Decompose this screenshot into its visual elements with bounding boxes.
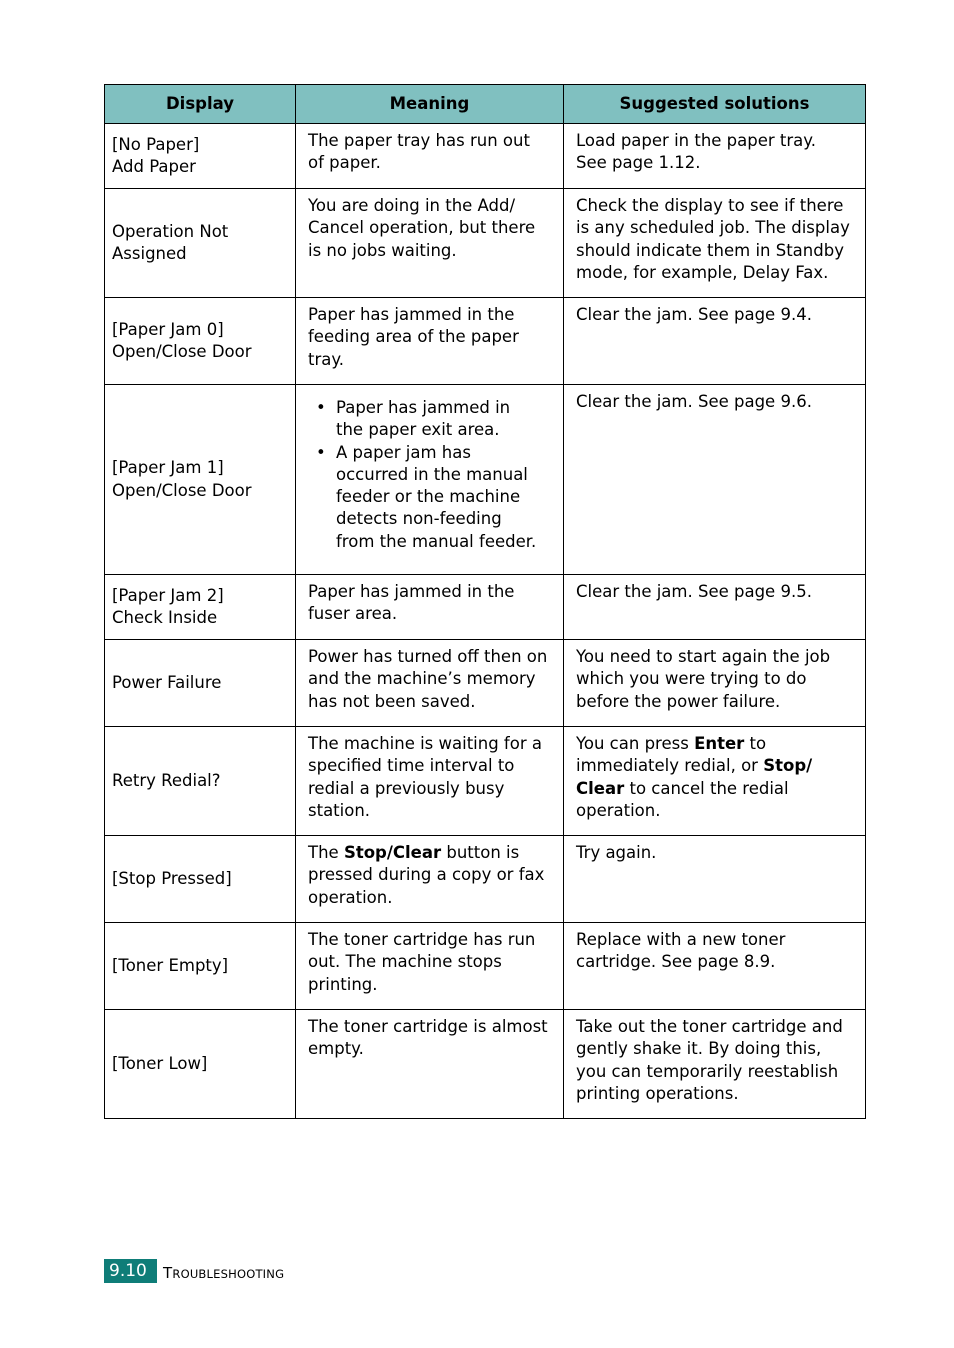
meaning-text: Paper has jammed in the: [308, 305, 515, 324]
meaning-text: out. The machine stops: [308, 952, 502, 972]
solution-text-part: to cancel the redial: [624, 778, 789, 798]
meaning-text: has not been saved.: [308, 691, 476, 711]
display-cell: [105, 575, 296, 640]
bullet-item: [336, 397, 555, 442]
display-text: [Stop Pressed]: [112, 868, 232, 888]
solution-text: Replace with a new toner: [576, 930, 786, 949]
meaning-cell: [296, 640, 564, 727]
solution-text: you can temporarily reestablish: [576, 1061, 839, 1081]
meaning-text: The toner cartridge is almost: [308, 1017, 548, 1036]
troubleshooting-table: [104, 84, 866, 1119]
meaning-text: printing.: [308, 974, 378, 994]
display-cell: [105, 836, 296, 923]
solution-text: Clear the jam. See page 9.5.: [576, 582, 812, 601]
display-text: [Toner Low]: [112, 1053, 208, 1073]
bullet-item: [336, 442, 555, 553]
stop-clear-key-label: Stop/Clear: [343, 843, 442, 862]
solution-text: which you were trying to do: [576, 669, 807, 689]
solution-cell: [564, 727, 866, 836]
solution-text: Load paper in the paper tray.: [576, 131, 816, 150]
table-row: [105, 727, 866, 836]
meaning-text: operation.: [308, 887, 393, 907]
section-title: [163, 1257, 284, 1286]
display-cell: [105, 640, 296, 727]
solution-text: Clear the jam. See page 9.4.: [576, 305, 812, 324]
meaning-bullet-list: [308, 397, 555, 553]
meaning-text: occurred in the manual: [336, 464, 528, 484]
table-row: [105, 298, 866, 385]
meaning-text: and the machine’s memory: [308, 669, 536, 689]
section-title-rest: ROUBLESHOOTING: [172, 1266, 285, 1281]
clear-key-label: Clear: [576, 778, 625, 798]
meaning-text: [308, 842, 555, 864]
enter-key-label: Enter: [694, 734, 745, 753]
display-text: Open/Close Door: [112, 480, 252, 500]
display-text: [Paper Jam 2]: [112, 585, 224, 605]
meaning-text: specified time interval to: [308, 756, 515, 776]
solution-cell: [564, 385, 866, 575]
header-meaning: Meaning: [296, 85, 564, 124]
meaning-text: You are doing in the Add/: [308, 196, 516, 215]
meaning-text: station.: [308, 800, 371, 820]
solution-text: cartridge. See page 8.9.: [576, 952, 776, 972]
meaning-text: feeder or the machine: [336, 487, 521, 507]
meaning-text: Power has turned off then on: [308, 647, 548, 666]
solution-cell: [564, 640, 866, 727]
solution-text: operation.: [576, 800, 661, 820]
meaning-text: Paper has jammed in the: [308, 582, 515, 601]
solution-cell: [564, 1010, 866, 1119]
display-text: Check Inside: [112, 608, 218, 627]
solution-text: Check the display to see if there: [576, 196, 844, 215]
display-text: [Paper Jam 0]: [112, 319, 224, 339]
solution-text: printing operations.: [576, 1083, 739, 1103]
display-text: Retry Redial?: [112, 770, 221, 790]
display-text: [Paper Jam 1]: [112, 458, 224, 478]
solution-text: mode, for example, Delay Fax.: [576, 262, 829, 282]
table-row: [105, 640, 866, 727]
table-header-row: [105, 85, 866, 124]
solution-text: Try again.: [576, 843, 657, 862]
meaning-cell: [296, 1010, 564, 1119]
solution-cell: [564, 923, 866, 1010]
meaning-cell: [296, 923, 564, 1010]
display-text: Assigned: [112, 244, 187, 263]
display-cell: [105, 1010, 296, 1119]
table-row: [105, 575, 866, 640]
table-row: [105, 1010, 866, 1119]
display-cell: [105, 727, 296, 836]
display-cell: [105, 189, 296, 298]
meaning-text: redial a previously busy: [308, 778, 505, 798]
meaning-text: • A paper jam has: [336, 442, 471, 462]
solution-text: before the power failure.: [576, 691, 781, 711]
meaning-cell: [296, 189, 564, 298]
meaning-text: from the manual feeder.: [336, 531, 537, 551]
solution-text: [576, 778, 857, 800]
meaning-text-part: button is: [441, 843, 520, 862]
display-text: Operation Not: [112, 221, 229, 241]
header-suggested-solutions: Suggested solutions: [564, 85, 866, 124]
header-display: Display: [105, 85, 296, 124]
display-text: Open/Close Door: [112, 342, 252, 361]
meaning-cell: [296, 124, 564, 189]
meaning-cell: [296, 727, 564, 836]
meaning-cell: [296, 575, 564, 640]
meaning-text: fuser area.: [308, 604, 398, 624]
solution-cell: [564, 298, 866, 385]
display-cell: [105, 298, 296, 385]
solution-text: You need to start again the job: [576, 647, 831, 666]
solution-text-part: immediately redial, or: [576, 756, 764, 776]
meaning-text: feeding area of the paper: [308, 327, 519, 347]
meaning-text: Cancel operation, but there: [308, 218, 536, 238]
solution-cell: [564, 124, 866, 189]
display-text: [No Paper]: [112, 134, 200, 154]
table-row: [105, 836, 866, 923]
meaning-text-part: The: [308, 843, 344, 862]
meaning-text: the paper exit area.: [336, 420, 500, 440]
display-text: [Toner Empty]: [112, 955, 229, 975]
meaning-text: empty.: [308, 1039, 364, 1059]
solution-text: [576, 733, 857, 755]
section-title-initial: T: [163, 1263, 173, 1282]
solution-cell: [564, 189, 866, 298]
solution-text: [576, 755, 857, 777]
page-number: 9.10: [104, 1259, 157, 1283]
meaning-cell: [296, 385, 564, 575]
page-footer: [104, 1259, 284, 1283]
solution-text-part: to: [744, 734, 767, 753]
display-text: Add Paper: [112, 157, 196, 176]
meaning-text: is no jobs waiting.: [308, 240, 457, 260]
solution-text: Take out the toner cartridge and: [576, 1017, 843, 1036]
solution-text: gently shake it. By doing this,: [576, 1039, 822, 1059]
meaning-text: tray.: [308, 349, 345, 369]
solution-cell: [564, 836, 866, 923]
table-row: [105, 923, 866, 1010]
table-row: [105, 385, 866, 575]
table-row: [105, 189, 866, 298]
solution-text: See page 1.12.: [576, 153, 701, 173]
solution-text: should indicate them in Standby: [576, 240, 844, 260]
meaning-text: The machine is waiting for a: [308, 734, 542, 753]
meaning-cell: [296, 836, 564, 923]
solution-text-part: You can press: [576, 734, 695, 753]
display-cell: [105, 385, 296, 575]
meaning-text: The paper tray has run out: [308, 131, 530, 150]
table-row: [105, 124, 866, 189]
solution-text: is any scheduled job. The display: [576, 218, 850, 238]
meaning-text: detects non-feeding: [336, 509, 502, 529]
display-cell: [105, 124, 296, 189]
stop-key-label: Stop/: [763, 756, 813, 776]
meaning-cell: [296, 298, 564, 385]
meaning-text: of paper.: [308, 153, 381, 173]
meaning-text: The toner cartridge has run: [308, 930, 536, 949]
display-cell: [105, 923, 296, 1010]
meaning-text: pressed during a copy or fax: [308, 865, 545, 885]
display-text: Power Failure: [112, 672, 222, 692]
solution-cell: [564, 575, 866, 640]
meaning-text: • Paper has jammed in: [336, 398, 511, 417]
solution-text: Clear the jam. See page 9.6.: [576, 392, 812, 411]
